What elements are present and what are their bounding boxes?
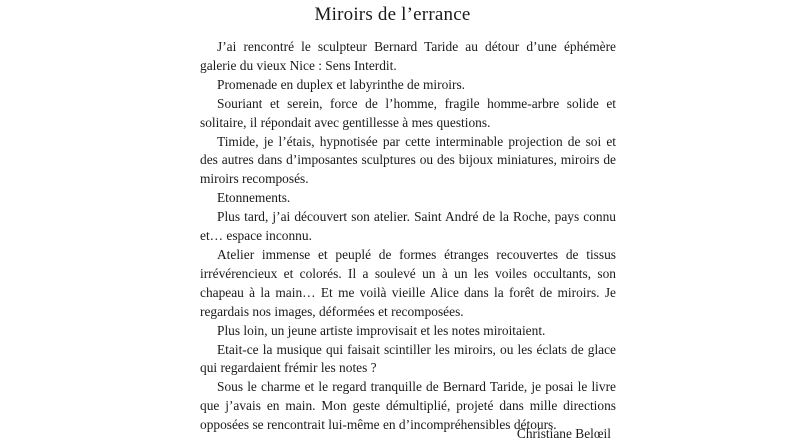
paragraph: Plus loin, un jeune artiste improvisait et les notes miroitaient. [217,322,546,338]
paragraph: Etonnements. [217,190,291,206]
paragraph: Souriant et serein, force de l’homme, fragile homme-arbre solide et solitaire, il répondait avec gentillesse à mes questions. [200,95,616,130]
paragraph: Sous le charme et le regard tranquille de Bernard Taride, je posai le livre que j’avais en main. Mon geste démultiplié, projeté dans mille directions opposées se rencontrait lui-même en d’incompréhensibles détours. [200,379,616,433]
paragraph: Atelier immense et peuplé de formes étranges recouvertes de tissus irrévérencieux et colorés. Il a soulevé un à un les voiles occultants, son chapeau à la main… Et me voilà vieille Alice dans la forêt de miroirs. Je regardais nos images, déformées et recomposées. [200,246,616,319]
paragraph: Plus tard, j’ai découvert son atelier. Saint André de la Roche, pays connu et… espace inconnu. [200,209,616,244]
paragraph: Promenade en duplex et labyrinthe de miroirs. [217,76,466,92]
paragraph: Timide, je l’étais, hypnotisée par cette interminable projection de soi et des autres dans d’imposantes sculptures ou des bijoux miniatures, miroirs de miroirs recomposés. [200,133,616,187]
author-signature: Christiane Belœil [516,426,611,441]
document-title: Miroirs de l’errance [314,4,471,25]
document-body [200,38,616,435]
paragraph: J’ai rencontré le sculpteur Bernard Taride au détour d’une éphémère galerie du vieux Nice : Sens Interdit. [200,39,616,73]
paragraph: Etait-ce la musique qui faisait scintiller les miroirs, ou les éclats de glace qui regardaient frémir les notes ? [200,341,616,376]
